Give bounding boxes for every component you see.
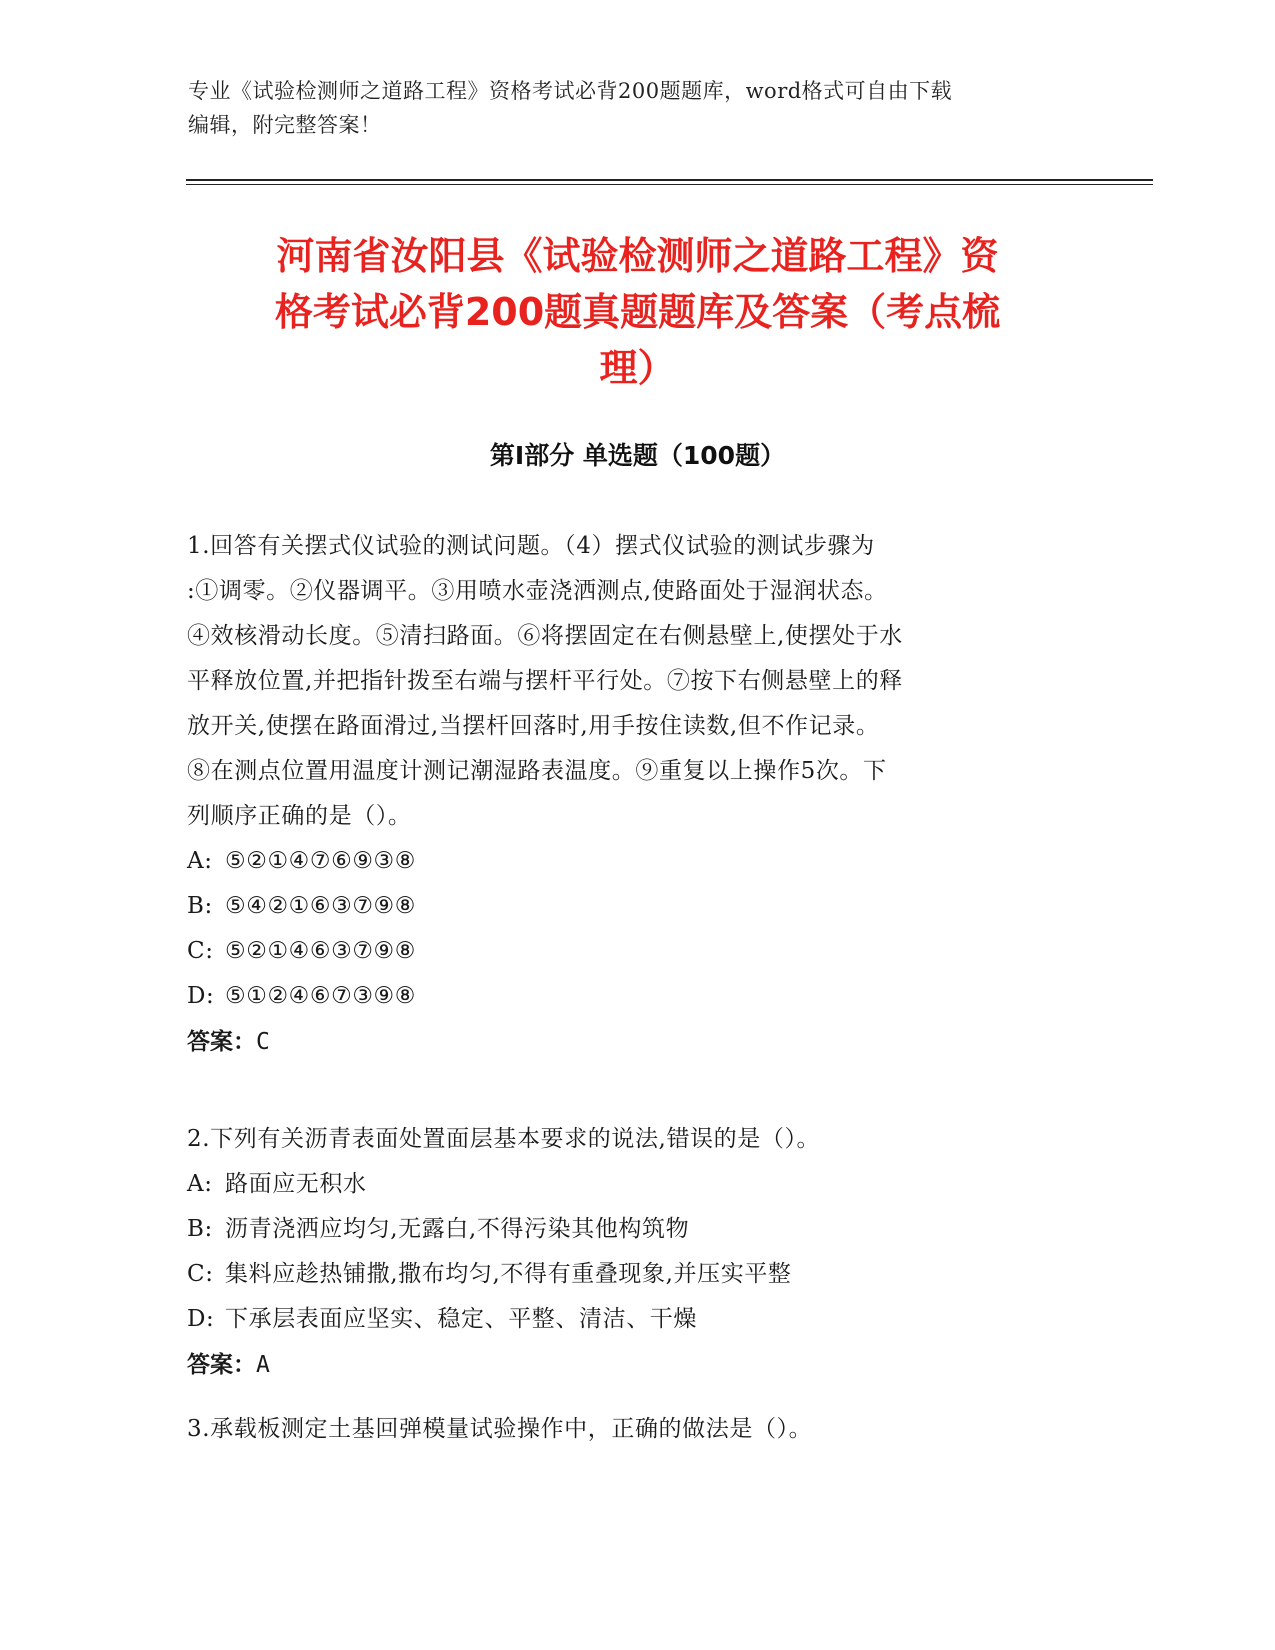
question-stem-line: 列顺序正确的是（）。: [187, 803, 412, 829]
question-stem-line: 1.回答有关摆式仪试验的测试问题。（4）摆式仪试验的测试步骤为: [187, 533, 875, 559]
question-stem: [187, 1117, 1067, 1162]
option-text: ⑤④②①⑥③⑦⑨⑧: [225, 893, 416, 919]
option-a: [187, 1162, 1067, 1207]
question-stem-line: 3.承载板测定土基回弹模量试验操作中，正确的做法是（）。: [187, 1416, 813, 1442]
option-a: [187, 839, 1067, 884]
option-letter: A:: [187, 1171, 213, 1197]
header-note: [188, 74, 1068, 142]
document-title-line-2: 格考试必背200题真题题库及答案（考点梳: [274, 290, 1001, 334]
answer-line: [187, 1019, 1067, 1065]
question-2: [187, 1117, 1067, 1388]
question-stem-line: 放开关,使摆在路面滑过,当摆杆回落时,用手按住读数,但不作记录。: [187, 713, 880, 739]
answer-value: A: [256, 1352, 270, 1378]
question-stem-line: 平释放位置,并把指针拨至右端与摆杆平行处。⑦按下右侧悬壁上的释: [187, 668, 903, 694]
option-text: 沥青浇洒应均匀,无露白,不得污染其他构筑物: [225, 1216, 690, 1242]
question-stem: [187, 1407, 1067, 1452]
question-stem-line: ⑧在测点位置用温度计测记潮湿路表温度。⑨重复以上操作5次。下: [187, 758, 887, 784]
answer-label: 答案：: [187, 1029, 256, 1055]
option-letter: C:: [187, 1261, 214, 1287]
option-letter: B:: [187, 1216, 213, 1242]
option-letter: C:: [187, 938, 214, 964]
option-letter: A:: [187, 848, 213, 874]
option-c: [187, 1252, 1067, 1297]
option-d: [187, 1297, 1067, 1342]
option-text: 路面应无积水: [225, 1171, 367, 1197]
document-title-line-1: 河南省汝阳县《试验检测师之道路工程》资: [276, 234, 999, 278]
section-heading: 第Ⅰ部分 单选题（100题）: [489, 441, 786, 470]
option-letter: B:: [187, 893, 213, 919]
option-letter: D:: [187, 983, 215, 1009]
header-divider-thin: [186, 184, 1153, 185]
option-text: ⑤②①④⑥③⑦⑨⑧: [225, 938, 416, 964]
question-stem-line: :①调零。②仪器调平。③用喷水壶浇洒测点,使路面处于湿润状态。: [187, 578, 888, 604]
header-note-line-2: 编辑，附完整答案！: [188, 113, 382, 137]
answer-value: C: [256, 1029, 270, 1055]
question-stem-line: ④效核滑动长度。⑤清扫路面。⑥将摆固定在右侧悬壁上,使摆处于水: [187, 623, 903, 649]
header-note-line-1: 专业《试验检测师之道路工程》资格考试必背200题题库，word格式可自由下载: [188, 79, 953, 103]
document-title-line-3: 理）: [599, 346, 676, 390]
header-divider-thick: [186, 179, 1153, 181]
option-c: [187, 929, 1067, 974]
question-stem: [187, 524, 1067, 839]
option-b: [187, 1207, 1067, 1252]
question-1: [187, 524, 1067, 1065]
option-text: 下承层表面应坚实、稳定、平整、清洁、干燥: [225, 1306, 697, 1332]
answer-label: 答案：: [187, 1352, 256, 1378]
question-3: [187, 1407, 1067, 1452]
answer-line: [187, 1342, 1067, 1388]
option-b: [187, 884, 1067, 929]
question-stem-line: 2.下列有关沥青表面处置面层基本要求的说法,错误的是（）。: [187, 1126, 821, 1152]
document-title: [190, 228, 1085, 396]
option-d: [187, 974, 1067, 1019]
option-text: ⑤②①④⑦⑥⑨③⑧: [225, 848, 416, 874]
option-letter: D:: [187, 1306, 215, 1332]
option-text: ⑤①②④⑥⑦③⑨⑧: [225, 983, 416, 1009]
option-text: 集料应趁热铺撒,撒布均匀,不得有重叠现象,并压实平整: [225, 1261, 792, 1287]
